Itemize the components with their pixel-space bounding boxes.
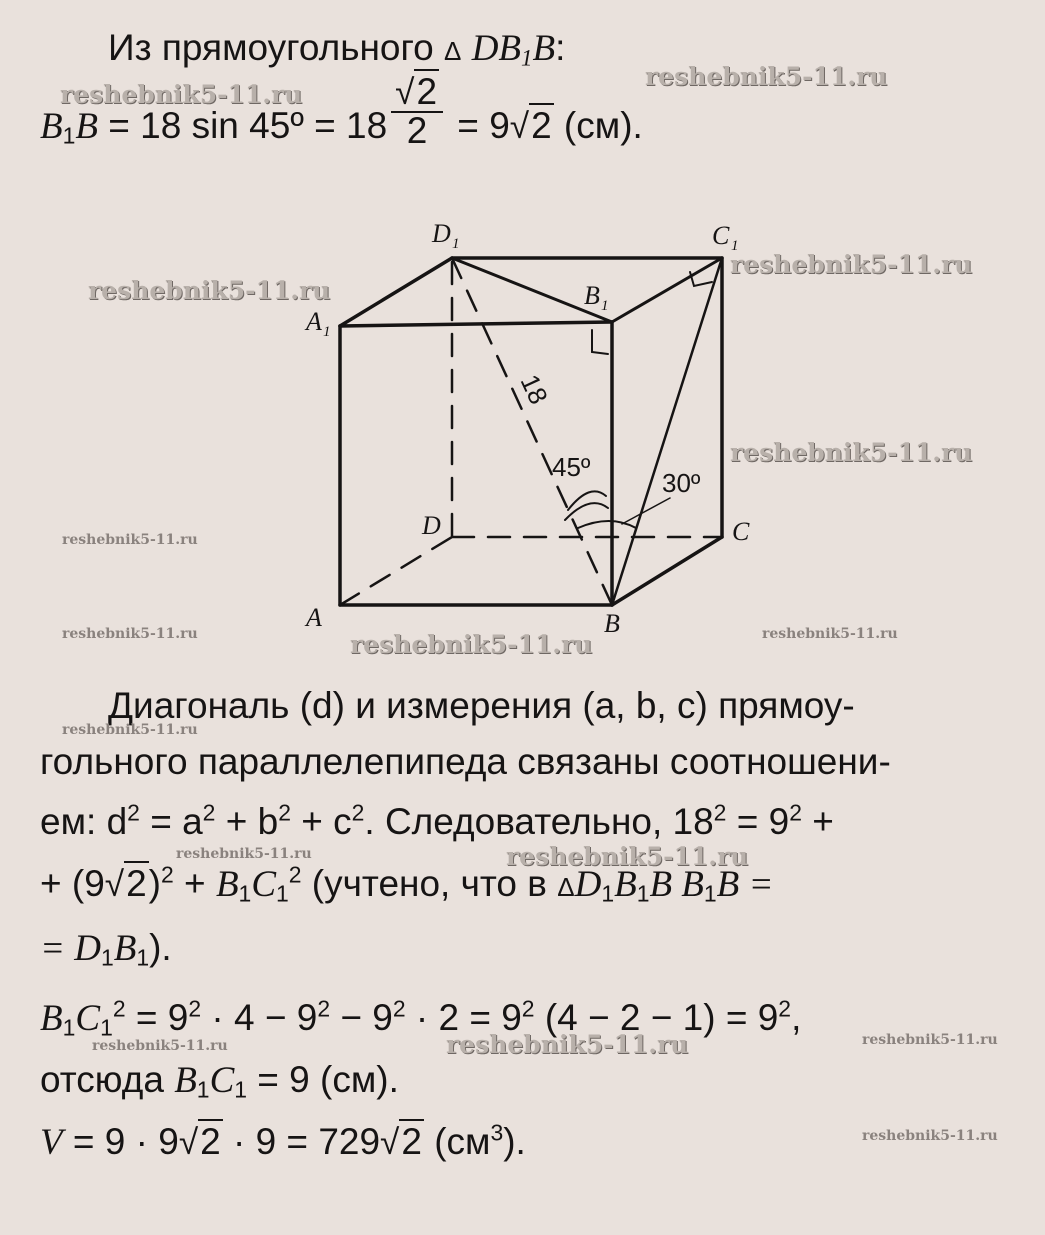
watermark: reshebnik5-11.ru [862, 1128, 998, 1144]
watermark: reshebnik5-11.ru [645, 62, 888, 91]
watermark: reshebnik5-11.ru [60, 80, 303, 109]
label-d1: D [432, 219, 451, 248]
text: ем: d [40, 801, 128, 842]
angle-30-label: 30º [662, 468, 701, 498]
superscript: 2 [317, 995, 331, 1022]
text: = D [40, 928, 101, 969]
label-a1: A [306, 307, 322, 336]
radicand: 2 [531, 105, 552, 146]
label-b1: B [584, 281, 600, 310]
angle-45-label: 45º [552, 452, 591, 482]
superscript: 2 [392, 995, 406, 1022]
text: = 9 (см). [247, 1059, 399, 1100]
text: D [574, 864, 602, 905]
watermark: reshebnik5-11.ru [88, 276, 331, 305]
eq-equals: = 9 [447, 105, 510, 146]
text: B [113, 928, 137, 969]
text: ) [148, 863, 161, 904]
superscript: 2 [188, 995, 202, 1022]
superscript: 3 [490, 1119, 504, 1146]
text: (4 − 2 − 1) = 9 [534, 997, 779, 1038]
eq-lhs: B [40, 106, 63, 147]
text: + b [215, 801, 279, 842]
text: B [174, 1060, 197, 1101]
superscript: 2 [789, 799, 802, 826]
text: = 9 [726, 801, 790, 842]
superscript: 2 [202, 799, 216, 826]
watermark: reshebnik5-11.ru [862, 1032, 998, 1048]
text: . Следовательно, 18 [364, 801, 714, 842]
para-line-3 [40, 800, 834, 844]
text: B [215, 864, 239, 905]
triangle-symbol: Δ [557, 872, 575, 902]
text: B [40, 998, 63, 1039]
fraction-numerator: √2 [391, 74, 443, 113]
text: B B [649, 864, 704, 905]
watermark: reshebnik5-11.ru [506, 842, 749, 871]
watermark: reshebnik5-11.ru [176, 846, 312, 862]
watermark: reshebnik5-11.ru [92, 1038, 228, 1054]
label-b1-sub: 1 [601, 298, 609, 314]
fraction-denominator: 2 [406, 109, 428, 151]
subscript: 1 [234, 1076, 248, 1103]
text: B = [716, 864, 774, 905]
edge-length-label: 18 [514, 369, 554, 409]
text: C [209, 1060, 235, 1101]
sqrt: √2 [104, 863, 147, 904]
sqrt: √2 [178, 1121, 221, 1162]
text: , [791, 997, 802, 1038]
superscript: 2 [278, 799, 291, 826]
radicand: 2 [200, 1121, 221, 1162]
subscript: 1 [703, 880, 717, 907]
subscript: 1 [100, 1014, 113, 1041]
superscript: 2 [713, 799, 727, 826]
radicand: 2 [401, 1121, 422, 1162]
subscript: 1 [238, 880, 252, 907]
text: (см [423, 1121, 491, 1162]
label-b: B [604, 609, 620, 638]
radicand: 2 [416, 70, 438, 112]
colon: : [555, 27, 566, 68]
text: C [251, 864, 276, 905]
superscript: 2 [112, 995, 126, 1022]
equation-volume [40, 1120, 526, 1165]
subscript: 1 [100, 944, 114, 971]
label-d1-sub: 1 [452, 236, 460, 252]
para-line-2: гольного параллелепипеда связаны соотношени- [40, 741, 891, 782]
watermark: reshebnik5-11.ru [62, 532, 198, 548]
text: ). [503, 1121, 526, 1162]
radicand: 2 [126, 863, 147, 904]
eq-unit: (см). [553, 105, 643, 146]
subscript: 1 [521, 45, 533, 71]
subscript: 1 [196, 1076, 210, 1103]
subscript: 1 [276, 880, 289, 907]
text: · 2 = 9 [405, 997, 522, 1038]
label-a1-sub: 1 [323, 324, 331, 340]
text: + c [290, 801, 352, 842]
text: − 9 [330, 997, 393, 1038]
intro-text: Из прямоугольного [108, 27, 445, 68]
superscript: 2 [521, 995, 535, 1022]
text: V [40, 1122, 63, 1163]
label-c: C [732, 517, 750, 546]
eq-lhs-tail: B [75, 106, 98, 147]
triangle-name-tail: B [532, 28, 556, 69]
text: = 9 [125, 997, 189, 1038]
text: + (9 [40, 863, 105, 904]
text: B [614, 864, 637, 905]
triangle-symbol: Δ [444, 36, 462, 66]
text: (учтено, что в [301, 863, 558, 904]
watermark: reshebnik5-11.ru [446, 1030, 689, 1059]
sqrt: √2 [509, 105, 552, 146]
subscript: 1 [62, 122, 76, 149]
text: + [173, 863, 216, 904]
text: = 9 · 9 [62, 1121, 179, 1162]
superscript: 2 [778, 995, 792, 1022]
para-line-1: Диагональ (d) и измерения (a, b, c) прямоу- [108, 685, 855, 726]
watermark: reshebnik5-11.ru [350, 630, 593, 659]
superscript: 2 [127, 799, 140, 826]
superscript: 2 [288, 861, 302, 888]
subscript: 1 [62, 1014, 76, 1041]
text: ). [149, 927, 172, 968]
label-c1-sub: 1 [731, 238, 739, 254]
subscript: 1 [136, 944, 150, 971]
eq-middle: = 18 sin 45º = 18 [97, 105, 388, 146]
superscript: 2 [351, 799, 365, 826]
superscript: 2 [161, 861, 174, 888]
equation-result [40, 1058, 399, 1112]
watermark: reshebnik5-11.ru [730, 438, 973, 467]
watermark: reshebnik5-11.ru [62, 626, 198, 642]
watermark: reshebnik5-11.ru [62, 722, 198, 738]
watermark: reshebnik5-11.ru [762, 626, 898, 642]
label-c1: C [712, 221, 730, 250]
label-d: D [422, 511, 441, 540]
sqrt: √2 [380, 1121, 422, 1162]
subscript: 1 [636, 880, 650, 907]
subscript: 1 [601, 880, 615, 907]
text: · 4 − 9 [201, 997, 318, 1038]
text: отсюда [40, 1059, 175, 1100]
text: + [801, 801, 834, 842]
label-a: A [306, 603, 322, 632]
text: C [75, 998, 101, 1039]
text: = a [139, 801, 203, 842]
watermark: reshebnik5-11.ru [730, 250, 973, 279]
para-line-5 [40, 926, 172, 980]
triangle-name: DB [471, 28, 522, 69]
text: · 9 = 729 [222, 1121, 381, 1162]
